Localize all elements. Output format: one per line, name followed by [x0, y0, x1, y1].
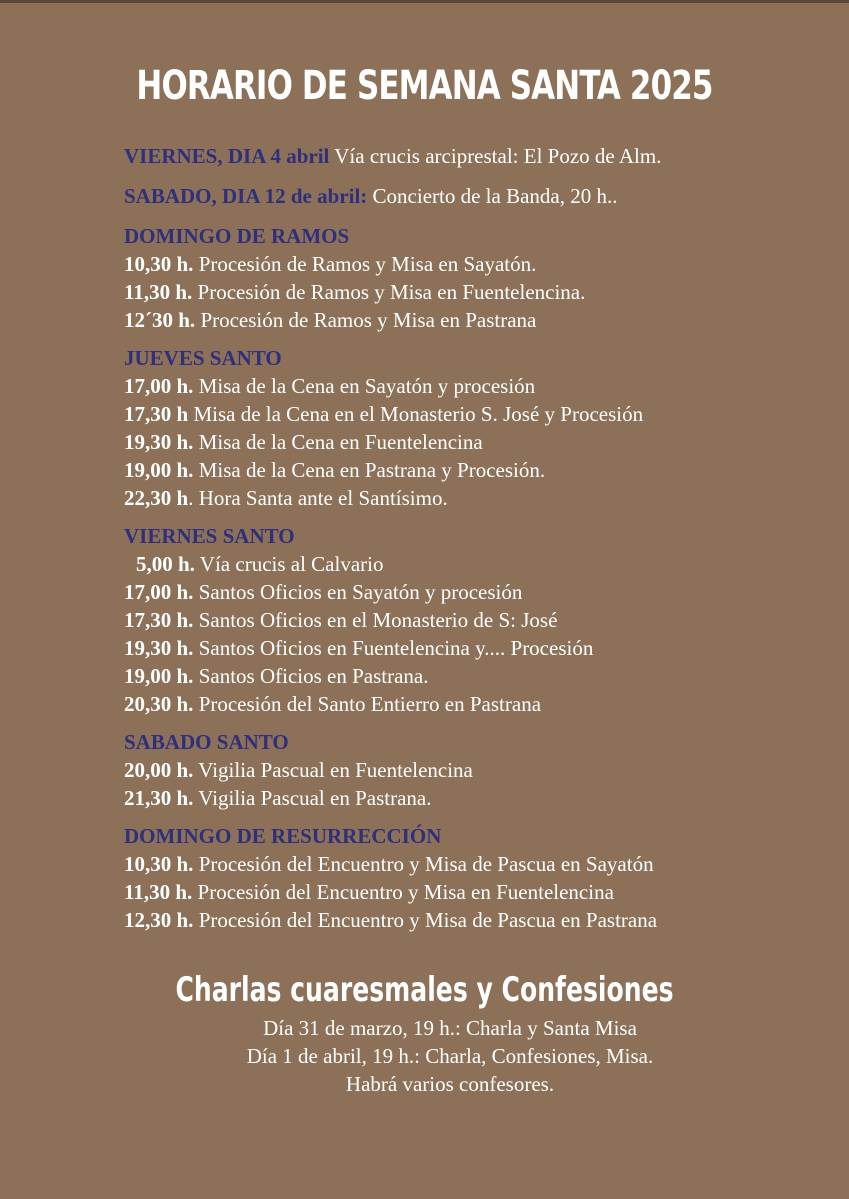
item-text: Misa de la Cena en Sayatón y procesión: [193, 374, 536, 398]
schedule-item: [124, 690, 824, 718]
item-time: 10,30 h.: [124, 852, 194, 876]
item-text: Misa de la Cena en el Monasterio S. José y Procesión: [188, 402, 644, 426]
intro-line: [124, 142, 824, 170]
item-time: 11,30 h.: [124, 280, 193, 304]
item-time: 10,30 h.: [124, 252, 194, 276]
item-time: 19,00 h.: [124, 458, 194, 482]
section-heading: JUEVES SANTO: [124, 346, 282, 370]
schedule-item: [124, 456, 824, 484]
item-text: Procesión del Santo Entierro en Pastrana: [193, 692, 542, 716]
schedule-item: [124, 756, 824, 784]
item-time: 17,30 h.: [124, 608, 194, 632]
item-time: 12´30 h.: [124, 308, 196, 332]
item-text: Misa de la Cena en Fuentelencina: [193, 430, 483, 454]
schedule-item: [124, 784, 824, 812]
item-time: 17,00 h.: [124, 580, 194, 604]
schedule-item: [124, 250, 824, 278]
schedule-item: [124, 278, 824, 306]
schedule-item: [124, 850, 824, 878]
item-text: Santos Oficios en el Monasterio de S: José: [193, 608, 558, 632]
schedule-item: [124, 578, 824, 606]
schedule-item: [124, 306, 824, 334]
schedule-item: [124, 428, 824, 456]
section-heading: SABADO SANTO: [124, 730, 289, 754]
item-text: . Hora Santa ante el Santísimo.: [188, 486, 448, 510]
intro-label: SABADO, DIA 12 de abril:: [124, 184, 368, 208]
item-text: Vía crucis al Calvario: [194, 552, 384, 576]
schedule-item: [124, 906, 824, 934]
item-time: 17,30 h: [124, 402, 189, 426]
item-text: Vigilia Pascual en Fuentelencina: [193, 758, 473, 782]
schedule-item: [124, 634, 824, 662]
item-text: Misa de la Cena en Pastrana y Procesión.: [193, 458, 546, 482]
item-time: 20,30 h.: [124, 692, 194, 716]
intro-text: Vía crucis arciprestal: El Pozo de Alm.: [329, 144, 662, 168]
charlas-line: Día 31 de marzo, 19 h.: Charla y Santa Misa: [263, 1016, 637, 1040]
item-time: 17,00 h.: [124, 374, 194, 398]
item-text: Procesión del Encuentro y Misa en Fuentelencina: [192, 880, 614, 904]
item-text: Procesión de Ramos y Misa en Pastrana: [195, 308, 537, 332]
schedule-item: [124, 400, 824, 428]
item-time: 20,00 h.: [124, 758, 194, 782]
schedule-item: [124, 550, 824, 578]
item-time: 11,30 h.: [124, 880, 193, 904]
item-time: 19,30 h.: [124, 430, 194, 454]
schedule: [124, 142, 824, 934]
schedule-item: [124, 484, 824, 512]
item-text: Procesión de Ramos y Misa en Fuentelencina.: [192, 280, 586, 304]
item-time: 5,00 h.: [136, 552, 195, 576]
intro-label: VIERNES, DIA 4 abril: [124, 144, 330, 168]
item-text: Santos Oficios en Pastrana.: [193, 664, 429, 688]
section-heading: DOMINGO DE RESURRECCIÓN: [124, 824, 442, 848]
item-text: Procesión del Encuentro y Misa de Pascua en Pastrana: [193, 908, 658, 932]
item-text: Vigilia Pascual en Pastrana.: [193, 786, 432, 810]
item-text: Santos Oficios en Fuentelencina y.... Procesión: [193, 636, 594, 660]
schedule-item: [124, 878, 824, 906]
charlas-notes: [0, 1014, 849, 1098]
item-text: Santos Oficios en Sayatón y procesión: [193, 580, 523, 604]
intro-text: Concierto de la Banda, 20 h..: [367, 184, 618, 208]
item-text: Procesión del Encuentro y Misa de Pascua en Sayatón: [193, 852, 654, 876]
item-text: Procesión de Ramos y Misa en Sayatón.: [193, 252, 537, 276]
item-time: 19,00 h.: [124, 664, 194, 688]
charlas-title: Charlas cuaresmales y Confesiones: [175, 970, 674, 1010]
top-border: [0, 0, 849, 3]
schedule-item: [124, 372, 824, 400]
item-time: 12,30 h.: [124, 908, 194, 932]
schedule-item: [124, 606, 824, 634]
item-time: 21,30 h.: [124, 786, 194, 810]
item-time: 22,30 h: [124, 486, 189, 510]
schedule-item: [124, 662, 824, 690]
charlas-line: Día 1 de abril, 19 h.: Charla, Confesiones, Misa.: [246, 1044, 654, 1068]
intro-line: [124, 182, 824, 210]
item-time: 19,30 h.: [124, 636, 194, 660]
section-heading: DOMINGO DE RAMOS: [124, 224, 350, 248]
section-heading: VIERNES SANTO: [124, 524, 295, 548]
page-title: HORARIO DE SEMANA SANTA 2025: [136, 63, 713, 109]
charlas-line: Habrá varios confesores.: [345, 1072, 555, 1096]
